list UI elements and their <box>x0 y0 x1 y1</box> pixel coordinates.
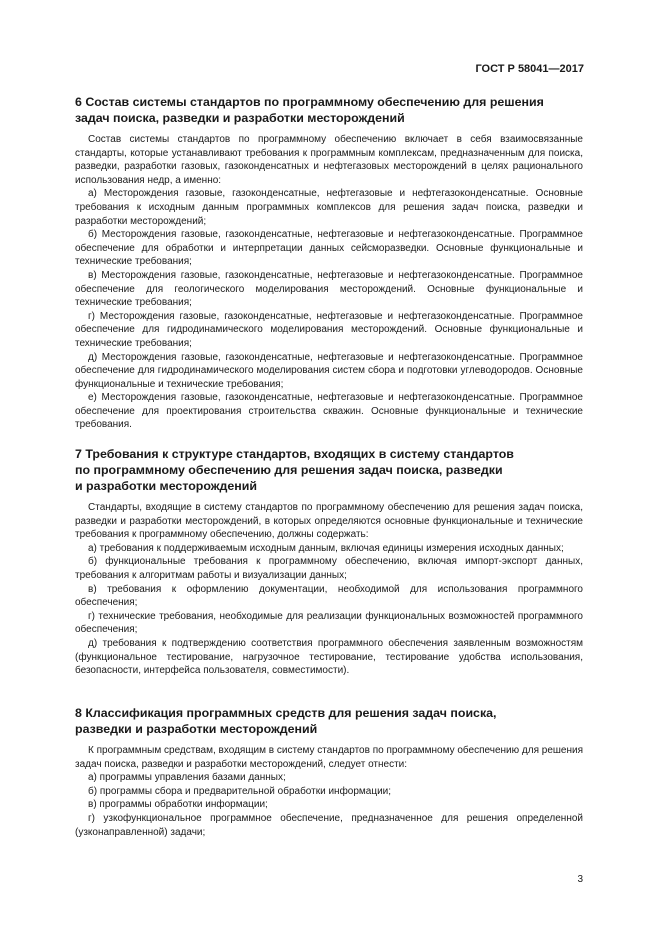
section-8-item-b: б) программы сбора и предварительной обработки информации; <box>88 785 392 797</box>
section-6-heading-line-2: задач поиска, разведки и разработки месторождений <box>75 111 405 125</box>
section-7-intro: Стандарты, входящие в систему стандартов по программному обеспечению для решения задач поиска, разведки и разработки месторождений, в которых определяются основные функциональные и технические требования к программному обеспечению, должны содержать: <box>75 502 583 541</box>
section-6-heading-line-1: 6 Состав системы стандартов по программному обеспечению для решения <box>75 95 544 109</box>
section-7-item-d: д) требования к подтверждению соответствия программного обеспечения заявленным возможностям (функциональное тестирование, нагрузочное тестирование, тестирование удобства использования, безопасности, интерфейса пользователя, совместимости). <box>75 637 583 677</box>
document-code: ГОСТ Р 58041—2017 <box>475 63 584 75</box>
section-7-item-v: в) требования к оформлению документации, необходимой для использования программного обеспечения; <box>75 583 583 609</box>
section-8-heading <box>75 705 583 737</box>
section-8-heading-line-1: 8 Классификация программных средств для решения задач поиска, <box>75 706 497 720</box>
section-6-item-d: д) Месторождения газовые, газоконденсатные, нефтегазовые и нефтегазоконденсатные. Программное обеспечение для гидродинамического моделирования систем сбора и подготовки углеводородов. Основные функциональные и технические требования; <box>75 351 583 390</box>
section-8-heading-line-2: разведки и разработки месторождений <box>75 722 318 736</box>
section-7-item-b: б) функциональные требования к программному обеспечению, включая импорт-экспорт данных, требования к алгоритмам работы и визуализации данных; <box>75 556 583 581</box>
section-7 <box>75 446 583 678</box>
section-6-intro: Состав системы стандартов по программному обеспечению включает в себя взаимосвязанные стандарты, которые устанавливают требования к программным комплексам, предназначенным для поиска, разведки, разработки газовых, газоконденсатных и нефтегазовых месторождений в целях рационального использования недр, а именно: <box>75 134 583 186</box>
section-7-heading-line-2: по программному обеспечению для решения задач поиска, разведки <box>75 463 503 477</box>
section-7-heading-line-3: и разработки месторождений <box>75 479 258 493</box>
page-number: 3 <box>577 874 583 885</box>
section-6-item-a: а) Месторождения газовые, газоконденсатные, нефтегазовые и нефтегазоконденсатные. Основные требования к исходным данным программных комплексов для решения задач поиска, разведки и разработки месторождений; <box>75 188 583 227</box>
section-7-item-a: а) требования к поддерживаемым исходным данным, включая единицы измерения исходных данных; <box>88 542 564 554</box>
section-6-item-v: в) Месторождения газовые, газоконденсатные, нефтегазовые и нефтегазоконденсатные. Программное обеспечение для геологического моделирования месторождений. Основные функциональные и технические требования; <box>75 269 583 309</box>
section-6 <box>75 94 583 432</box>
section-7-item-g: г) технические требования, необходимые для реализации функциональных возможностей программного обеспечения; <box>75 610 583 636</box>
section-8 <box>75 705 583 839</box>
section-6-item-g: г) Месторождения газовые, газоконденсатные, нефтегазовые и нефтегазоконденсатные. Программное обеспечение для гидродинамического моделирования месторождений. Основные функциональные и технические требования; <box>75 310 583 349</box>
section-8-item-a: а) программы управления базами данных; <box>88 772 286 784</box>
section-8-item-g: г) узкофункциональное программное обеспечение, предназначенное для решения определенной (узконаправленной) задачи; <box>75 812 583 838</box>
section-7-heading-line-1: 7 Требования к структуре стандартов, входящих в систему стандартов <box>75 447 514 461</box>
section-7-heading <box>75 446 583 494</box>
section-6-item-b: б) Месторождения газовые, газоконденсатные, нефтегазовые и нефтегазоконденсатные. Программное обеспечение для обработки и интерпретации данных сейсморазведки. Основные функциональные и технические требования; <box>75 229 583 268</box>
section-8-item-v: в) программы обработки информации; <box>88 799 268 811</box>
section-8-intro: К программным средствам, входящим в систему стандартов по программному обеспечению для решения задач поиска, разведки и разработки месторождений, следует отнести: <box>75 745 583 770</box>
section-6-heading <box>75 94 583 126</box>
section-6-item-e: е) Месторождения газовые, газоконденсатные, нефтегазовые и нефтегазоконденсатные. Программное обеспечение для проектирования строительства скважин. Основные функциональные и технические требования. <box>75 392 583 431</box>
